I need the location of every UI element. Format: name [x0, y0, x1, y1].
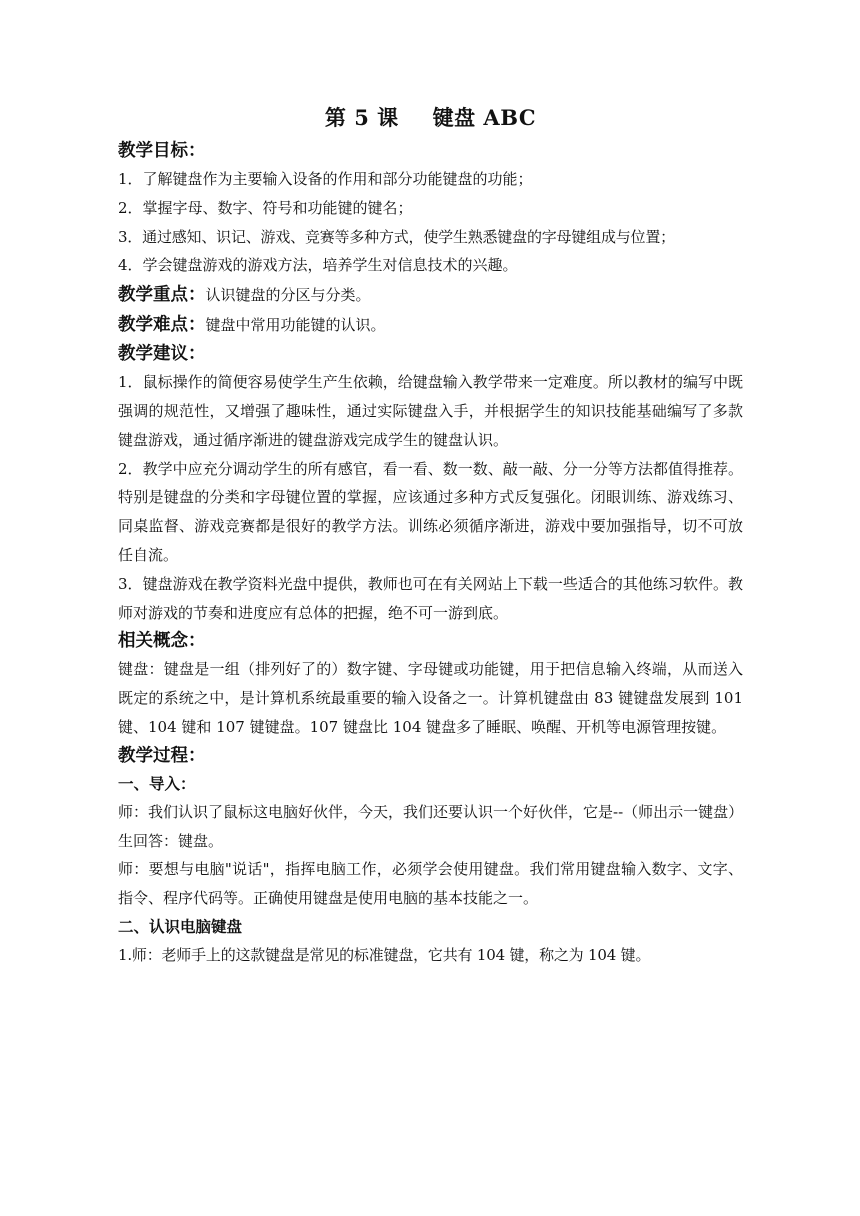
lesson-number: 第 5 课 — [324, 105, 399, 130]
section2-heading: 二、认识电脑键盘 — [118, 916, 243, 936]
key-point-label: 教学重点： — [118, 285, 206, 306]
objectives-heading: 教学目标： — [118, 141, 206, 161]
concepts-text: 键盘：键盘是一组（排列好了的）数字键、字母键或功能键，用于把信息输入终端，从而送入既定的系统之中，是计算机系统最重要的输入设备之一。计算机键盘由 83 键键盘发展到 101 键、104 键和 107 键键盘。107 键盘比 104 键盘多了睡眠、唤醒、开机等电源管理按键。 — [118, 660, 743, 736]
page-title — [118, 101, 743, 135]
concepts-heading: 相关概念： — [118, 631, 206, 652]
intro-line: 师：要想与电脑"说话"，指挥电脑工作，必须学会使用键盘。我们常用键盘输入数字、文字、指令、程序代码等。正确使用键盘是使用电脑的基本技能之一。 — [118, 860, 743, 908]
intro-line: 师：我们认识了鼠标这电脑好伙伴，今天，我们还要认识一个好伙伴，它是--（师出示一键盘） — [118, 802, 744, 821]
key-point — [118, 280, 743, 310]
key-point-text: 认识键盘的分区与分类。 — [205, 286, 371, 305]
lesson-name: 键盘 ABC — [432, 105, 537, 130]
objective-item: 2．掌握字母、数字、符号和功能键的键名； — [118, 198, 413, 217]
objective-item: 1．了解键盘作为主要输入设备的作用和部分功能键盘的功能； — [118, 170, 533, 188]
suggestion-item: 2．教学中应充分调动学生的所有感官，看一看、数一数、敲一敲、分一分等方法都值得推荐。特别是键盘的分类和字母键位置的掌握，应该通过多种方式反复强化。闭眼训练、游戏练习、同桌监督、游戏竞赛都是很好的教学方法。训练必须循序渐进，游戏中要加强指导，切不可放任自流。 — [118, 459, 743, 564]
difficulty — [118, 310, 743, 340]
suggestion-item: 3．键盘游戏在教学资料光盘中提供，教师也可在有关网站上下载一些适合的其他练习软件。教师对游戏的节奏和进度应有总体的把握，绝不可一游到底。 — [118, 574, 743, 622]
suggestion-item: 1．鼠标操作的简便容易使学生产生依赖，给键盘输入教学带来一定难度。所以教材的编写中既强调的规范性，又增强了趣味性，通过实际键盘入手，并根据学生的知识技能基础编写了多款键盘游戏，通过循序渐进的键盘游戏完成学生的键盘认识。 — [118, 373, 743, 449]
process-heading: 教学过程： — [118, 745, 206, 766]
objective-item: 3．通过感知、识记、游戏、竞赛等多种方式，使学生熟悉键盘的字母键组成与位置； — [118, 227, 675, 246]
objective-item: 4．学会键盘游戏的游戏方法，培养学生对信息技术的兴趣。 — [118, 256, 518, 275]
intro-line: 生回答：键盘。 — [118, 831, 224, 850]
document-body — [118, 101, 743, 970]
intro-heading: 一、导入： — [118, 773, 196, 793]
difficulty-text: 键盘中常用功能键的认识。 — [205, 316, 386, 335]
section2-line: 1.师：老师手上的这款键盘是常见的标准键盘，它共有 104 键，称之为 104 键。 — [118, 945, 651, 964]
difficulty-label: 教学难点： — [118, 315, 206, 336]
suggestions-heading: 教学建议： — [118, 344, 206, 365]
